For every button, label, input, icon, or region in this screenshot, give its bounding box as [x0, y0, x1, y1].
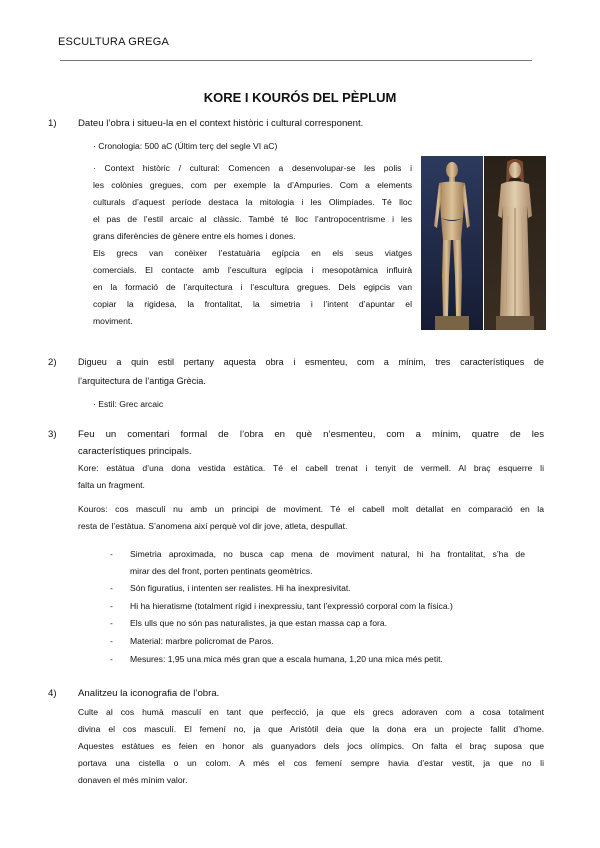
- kore-line: falta un fragment.: [78, 480, 145, 490]
- question-number: 4): [48, 688, 57, 699]
- egypt-line: comercials. El contacte amb l’escultura egípcia i mesopotàmica influirà: [93, 265, 412, 275]
- iconography-line: divina el cos masculí. El femení no, ja que Aristòtil deia que la dona era un projecte fallit d’home.: [78, 724, 544, 734]
- header-rule: [60, 60, 532, 61]
- question-line: l’arquitectura de l’antiga Grècia.: [78, 376, 206, 386]
- iconography-line: portava una cistella o un colom. A més el cos femení sempre havia d’estar vestit, ja que no li: [78, 758, 544, 768]
- egypt-line: en la formació de l’arquitectura i l’escultura gregues. Dels egipcis van: [93, 282, 412, 292]
- context-line: · Context històric / cultural: Comencen a desenvolupar-se les polis i: [93, 163, 412, 173]
- kore-line: Kore: estàtua d’una dona vestida estàtica. Té el cabell trenat i tenyit de vermell. Al braç esquerre li: [78, 463, 544, 473]
- question-4: [48, 685, 538, 702]
- context-paragraph: [93, 160, 412, 245]
- egypt-paragraph: [93, 245, 412, 330]
- context-line: les colònies gregues, com per exemple la d’Ampuries. Com a elements: [93, 180, 412, 190]
- kore-statue-image: [484, 156, 546, 330]
- kouros-line: Kouros: cos masculí nu amb un principi de moviment. Té el cabell molt detallat en comparació en la: [78, 504, 544, 514]
- question-text: Analitzeu la iconografia de l’obra.: [78, 688, 220, 699]
- iconography-line: Aquestes estàtues es feien en honor als guanyadors dels jocs olímpics. On falta el braç suposa que: [78, 741, 544, 751]
- kouros-description: [78, 501, 544, 535]
- cronologia: · Cronologia: 500 aC (Últim terç del segle VI aC): [93, 141, 278, 151]
- kouros-statue-image: [421, 156, 483, 330]
- context-line: culturals d’aquest període destaca la mitologia i les Olimpíades. Té lloc: [93, 197, 412, 207]
- iconography-line: Culte al cos humà masculí en tant que perfecció, ja que els grecs adoraven com a cosa totalment: [78, 707, 544, 717]
- bullet-text: mirar des del front, porten pentinats geomètrics.: [130, 566, 313, 576]
- question-line: Feu un comentari formal de l’obra en què n’esmenteu, com a mínim, quatre de les: [78, 429, 544, 440]
- context-line: grans diferències de gènere entre els homes i dones.: [93, 231, 296, 241]
- egypt-line: copiar la rigidesa, la frontalitat, la simetria i l’intent d’apuntar el: [93, 299, 412, 309]
- iconography-paragraph: [78, 704, 544, 789]
- egypt-line: moviment.: [93, 316, 133, 326]
- context-line: el pas de l’estil arcaic al clàssic. També té lloc l’antropocentrisme i les: [93, 214, 412, 224]
- bullet-text: Hi ha hieratisme (totalment rígid i inexpressiu, tant l’expressió corporal com la física.): [130, 601, 453, 611]
- bullet-text: Els ulls que no són pas naturalistes, ja que estan massa cap a fora.: [130, 618, 388, 628]
- kore-description: [78, 460, 544, 494]
- iconography-line: donaven el més mínim valor.: [78, 775, 188, 785]
- running-header: ESCULTURA GREGA: [58, 36, 169, 48]
- question-number: 2): [48, 357, 57, 368]
- page-title: KORE I KOURÓS DEL PÈPLUM: [203, 90, 397, 105]
- bullet-text: Són figuratius, i intenten ser realistes. Hi ha inexpresivitat.: [130, 583, 351, 593]
- bullet-text: Mesures: 1,95 una mica més gran que a escala humana, 1,20 una mica més petit.: [130, 654, 443, 664]
- egypt-line: Els grecs van conèixer l’estatuària egípcia en els seus viatges: [93, 248, 412, 258]
- question-line: característiques principals.: [78, 446, 192, 457]
- question-text: Dateu l’obra i situeu-la en el context històric i cultural corresponent.: [78, 118, 364, 129]
- bullet-text: Material: marbre policromat de Paros.: [130, 636, 274, 646]
- question-line: Digueu a quin estil pertany aquesta obra i esmenteu, com a mínim, tres característiques de: [78, 357, 544, 367]
- bullet-text: Simetria aproximada, no busca cap mena de moviment natural, hi ha frontalitat, s’ha de: [130, 549, 525, 559]
- question-2: [48, 354, 544, 390]
- kouros-line: resta de l’estàtua. S’anomena així perquè vol dir jove, atleta, despullat.: [78, 521, 348, 531]
- question-1: [48, 115, 538, 132]
- question-3: [48, 426, 544, 460]
- estil: · Estil: Grec arcaic: [93, 399, 164, 409]
- question-number: 3): [48, 429, 57, 440]
- question-number: 1): [48, 118, 57, 129]
